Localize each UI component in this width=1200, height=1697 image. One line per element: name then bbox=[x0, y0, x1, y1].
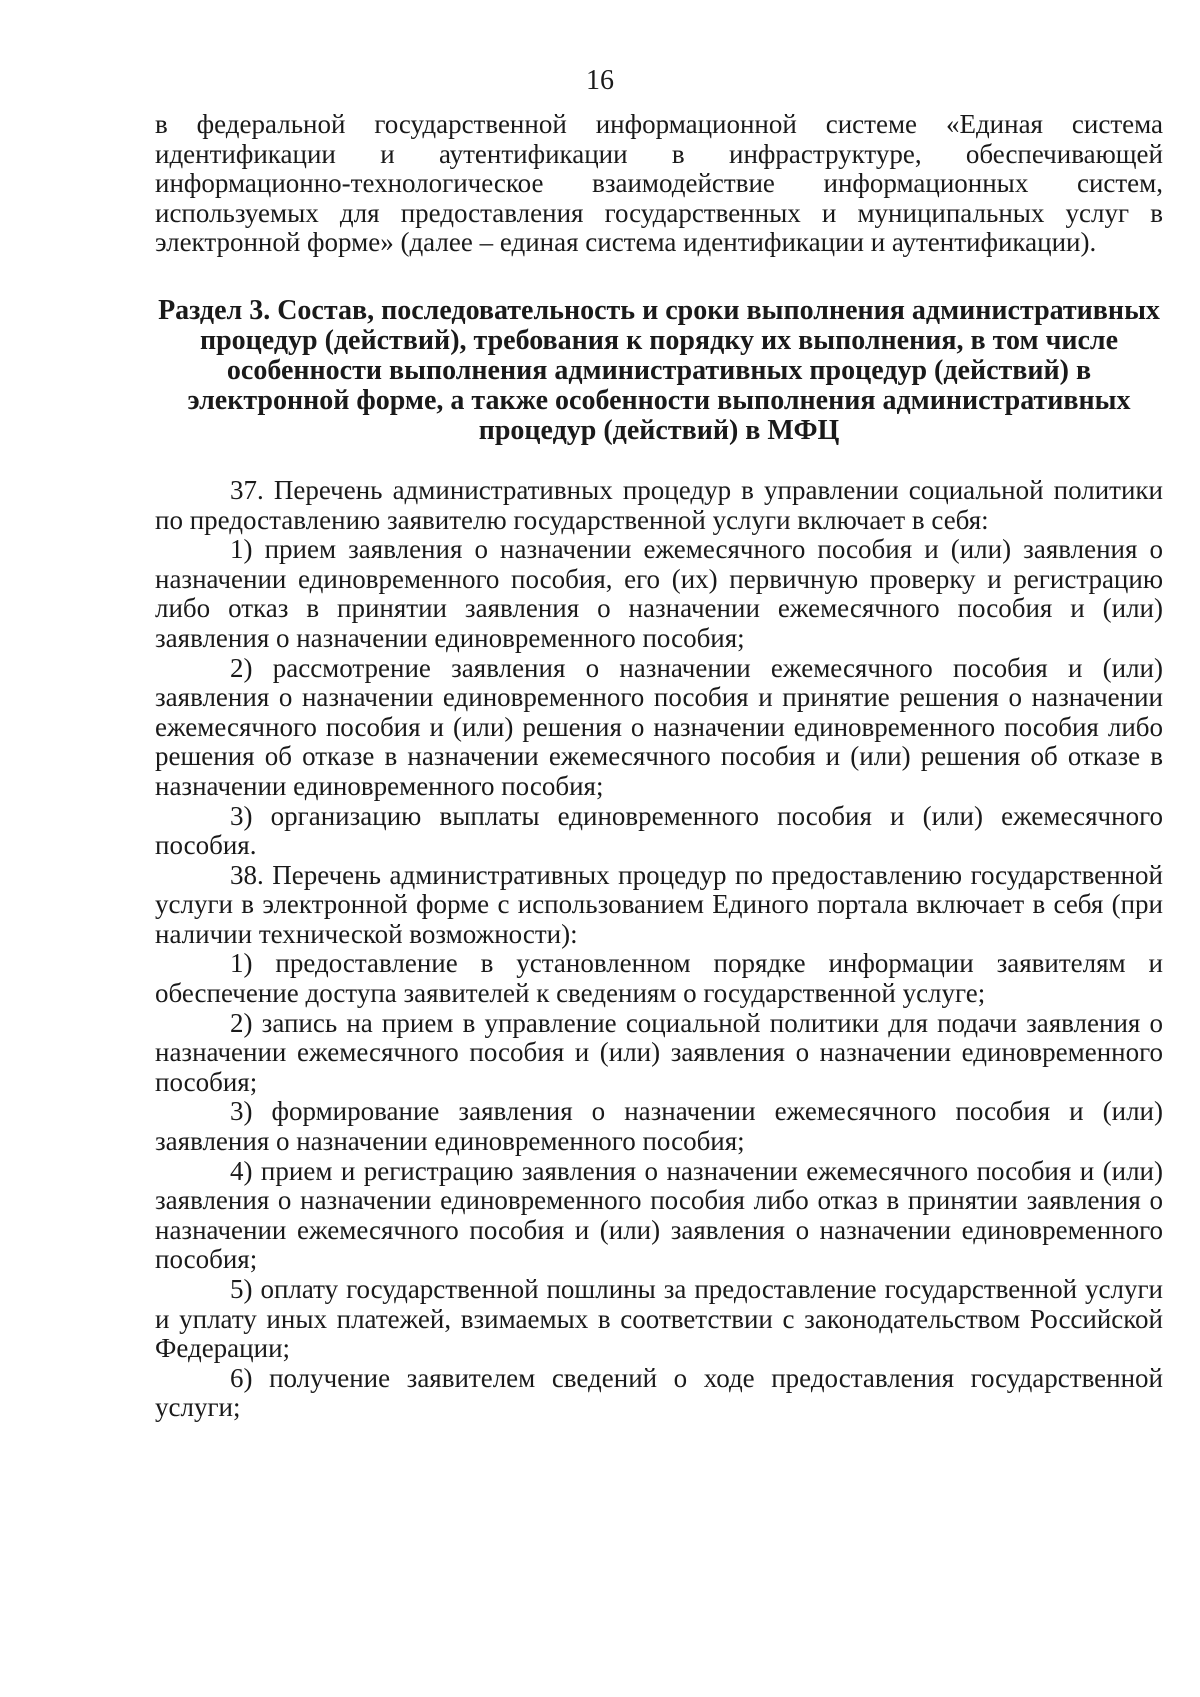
page-number: 16 bbox=[586, 65, 614, 96]
intro-paragraph: в федеральной государственной информационной системе «Единая система идентификации и аутентификации в инфраструктуре, обеспечивающей информационно-технологическое взаимодействие информационных систем, используемых для предоставления государственных и муниципальных услуг в электронной форме» (далее – единая система идентификации и аутентификации). bbox=[155, 109, 1163, 258]
list-item-38-1: 1) предоставление в установленном порядке информации заявителям и обеспечение доступа заявителей к сведениям о государственной услуге; bbox=[155, 948, 1163, 1009]
list-item-37-2: 2) рассмотрение заявления о назначении ежемесячного пособия и (или) заявления о назначении единовременного пособия и принятие решения о назначении ежемесячного пособия и (или) решения о назначении единовременного пособия либо решения об отказе в назначении ежемесячного пособия и (или) решения об отказе в назначении единовременного пособия; bbox=[155, 652, 1163, 801]
list-item-38-6: 6) получение заявителем сведений о ходе предоставления государственной услуги; bbox=[155, 1362, 1163, 1423]
list-item-37-1: 1) прием заявления о назначении ежемесячного пособия и (или) заявления о назначении единовременного пособия, его (их) первичную проверку и регистрацию либо отказ в принятии заявления о назначении ежемесячного пособия и (или) заявления о назначении единовременного пособия; bbox=[155, 534, 1163, 653]
list-item-38-2: 2) запись на прием в управление социальной политики для подачи заявления о назначении ежемесячного пособия и (или) заявления о назначении единовременного пособия; bbox=[155, 1007, 1163, 1097]
section-heading: Раздел 3. Состав, последовательность и сроки выполнения административных процедур (действий), требования к порядку их выполнения, в том числе особенности выполнения административных процедур (действий) в электронной форме, а также особенности выполнения административных процедур (действий) в МФЦ bbox=[158, 294, 1160, 446]
list-item-38-3: 3) формирование заявления о назначении ежемесячного пособия и (или) заявления о назначении единовременного пособия; bbox=[155, 1096, 1163, 1157]
paragraph-37: 37. Перечень административных процедур в управлении социальной политики по предоставлению заявителю государственной услуги включает в себя: bbox=[155, 474, 1163, 535]
list-item-37-3: 3) организацию выплаты единовременного пособия и (или) ежемесячного пособия. bbox=[155, 800, 1163, 861]
list-item-38-5: 5) оплату государственной пошлины за предоставление государственной услуги и уплату иных платежей, взимаемых в соответствии с законодательством Российской Федерации; bbox=[155, 1274, 1163, 1364]
paragraph-38: 38. Перечень административных процедур по предоставлению государственной услуги в электронной форме с использованием Единого портала включает в себя (при наличии технической возможности): bbox=[155, 859, 1163, 949]
document-body bbox=[155, 110, 1163, 1423]
list-item-38-4: 4) прием и регистрацию заявления о назначении ежемесячного пособия и (или) заявления о назначении единовременного пособия либо отказ в принятии заявления о назначении ежемесячного пособия и (или) заявления о назначении единовременного пособия; bbox=[155, 1155, 1163, 1275]
